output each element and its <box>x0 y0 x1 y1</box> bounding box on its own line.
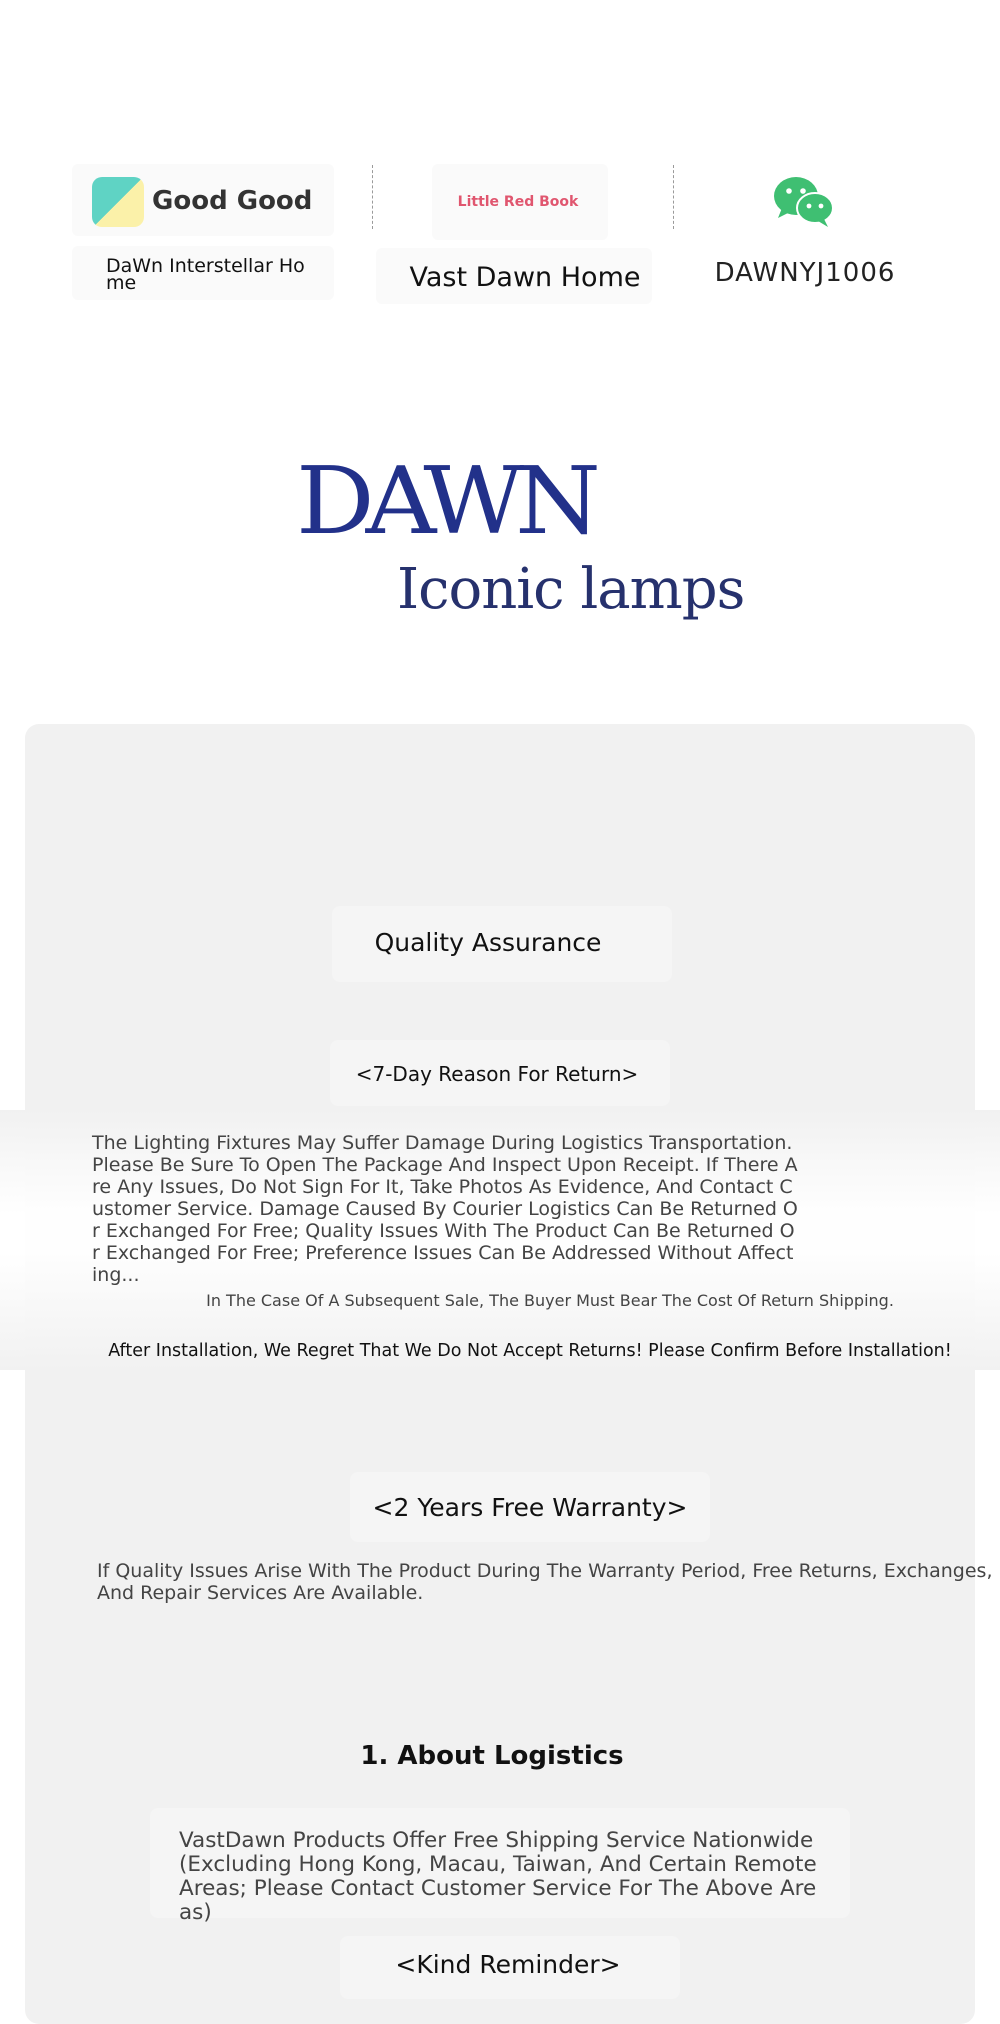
good-good-app-icon <box>92 177 144 227</box>
kind-reminder-heading: <Kind Reminder> <box>395 1950 621 1979</box>
header-divider-left <box>372 165 373 229</box>
account-name: DaWn Interstellar Home <box>106 255 305 294</box>
xiaohongshu-label: Little Red Book <box>457 194 579 210</box>
header-divider-right <box>673 165 674 229</box>
quality-assurance-title: Quality Assurance <box>374 928 602 957</box>
brand-name: Good Good <box>152 186 313 216</box>
wechat-id: DAWNYJ1006 <box>714 258 896 288</box>
logistics-body: VastDawn Products Offer Free Shipping Service Nationwide (Excluding Hong Kong, Macau, Taiwan, And Certain Remote Areas; Please Contact Customer Service For The Above Areas) <box>179 1828 817 1925</box>
warranty-heading: <2 Years Free Warranty> <box>372 1493 688 1522</box>
installation-note: After Installation, We Regret That We Do Not Accept Returns! Please Confirm Before Installation! <box>108 1341 952 1361</box>
return-policy-heading: <7-Day Reason For Return> <box>355 1062 639 1086</box>
return-policy-body: The Lighting Fixtures May Suffer Damage During Logistics Transportation. Please Be Sure To Open The Package And Inspect Upon Receipt. If There Are Any Issues, Do Not Sign For It, Take Photos As Evidence, And Contact Customer Service. Damage Caused By Courier Logistics Can Be Returned Or Exchanged For Free; Quality Issues With The Product Can Be Returned Or Exchanged For Free; Preference Issues Can Be Addressed Without Affecting... <box>92 1132 798 1286</box>
return-shipping-note: In The Case Of A Subsequent Sale, The Buyer Must Bear The Cost Of Return Shipping. <box>206 1291 894 1310</box>
wechat-icon <box>772 174 834 228</box>
logistics-heading: 1. About Logistics <box>360 1741 624 1771</box>
brand-logo-wordmark: DAWN <box>296 447 592 556</box>
store-name: Vast Dawn Home <box>409 262 641 293</box>
warranty-body: If Quality Issues Arise With The Product During The Warranty Period, Free Returns, Exchanges, And Repair Services Are Available. <box>97 1560 993 1604</box>
brand-logo-tagline: Iconic lamps <box>397 557 745 622</box>
